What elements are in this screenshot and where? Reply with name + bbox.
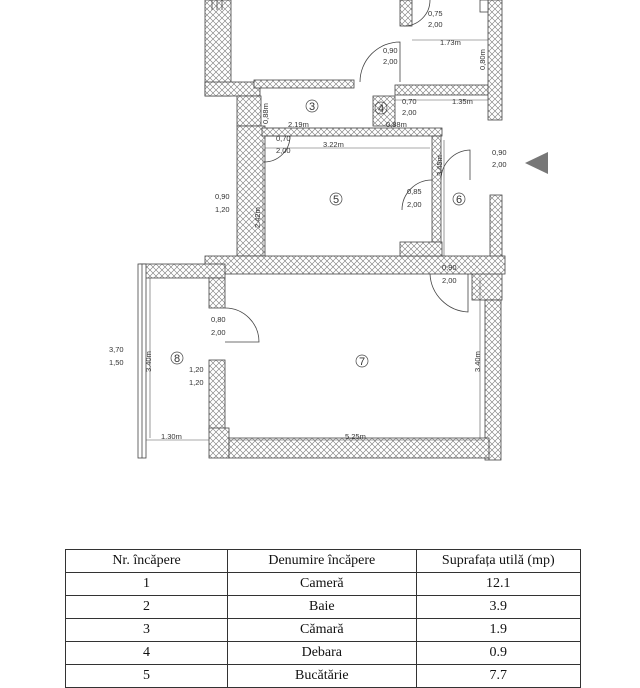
dim-text: 2,00 xyxy=(276,146,291,155)
dim-text: 2,00 xyxy=(402,108,417,117)
dim-text: 0,90 xyxy=(492,148,507,157)
table-cell: Debara xyxy=(228,642,417,665)
dim-text: 5.25m xyxy=(345,432,366,441)
dim-text: 1,20 xyxy=(215,205,230,214)
svg-text:8: 8 xyxy=(173,353,181,365)
dim-text: 0,80m xyxy=(478,49,487,70)
dim-text: 2.42m xyxy=(253,207,262,228)
dim-text: 0,80 xyxy=(211,315,226,324)
room-table xyxy=(65,549,581,688)
svg-text:4: 4 xyxy=(377,103,385,115)
walls xyxy=(140,0,505,460)
table-row xyxy=(66,665,581,688)
table-cell: 3.9 xyxy=(416,596,580,619)
entrance-arrow-icon xyxy=(525,152,548,174)
table-cell: 7.7 xyxy=(416,665,580,688)
table-row xyxy=(66,596,581,619)
room-7-label xyxy=(356,355,368,368)
table-cell: 1.9 xyxy=(416,619,580,642)
dim-text: 2,00 xyxy=(407,200,422,209)
table-cell: 1 xyxy=(66,573,228,596)
table-cell: Cameră xyxy=(228,573,417,596)
table-row xyxy=(66,573,581,596)
room-8-label xyxy=(171,352,183,365)
dim-text: 3.40m xyxy=(473,351,482,372)
table-cell: 3 xyxy=(66,619,228,642)
dim-text: 1.35m xyxy=(452,97,473,106)
svg-text:3: 3 xyxy=(308,101,316,113)
room-3-label xyxy=(306,100,318,113)
dim-text: 1,50 xyxy=(109,358,124,367)
dim-text: 1,20 xyxy=(189,378,204,387)
table-header-cell: Nr. încăpere xyxy=(66,550,228,573)
dim-text: 3,70 xyxy=(109,345,124,354)
room-5-label xyxy=(330,193,342,206)
table-cell: 5 xyxy=(66,665,228,688)
svg-text:6: 6 xyxy=(455,194,463,206)
dim-text: 1.73m xyxy=(440,38,461,47)
dim-text: 1,20 xyxy=(189,365,204,374)
table-cell: Cămară xyxy=(228,619,417,642)
dim-text: 0,70 xyxy=(402,97,417,106)
table-row xyxy=(66,619,581,642)
table-row xyxy=(66,642,581,665)
dim-text: 0,75 xyxy=(428,9,443,18)
table-cell: 0.9 xyxy=(416,642,580,665)
table-cell: 2 xyxy=(66,596,228,619)
dim-text: 2,00 xyxy=(428,20,443,29)
dim-text: 0,90 xyxy=(383,46,398,55)
table-cell: Baie xyxy=(228,596,417,619)
table-cell: 12.1 xyxy=(416,573,580,596)
dim-text: 0,85 xyxy=(407,187,422,196)
dim-text: 0,70 xyxy=(276,134,291,143)
dim-text: 0,88m xyxy=(386,120,407,129)
table-header-row xyxy=(66,550,581,573)
table-cell: Bucătărie xyxy=(228,665,417,688)
dim-text: 2.19m xyxy=(288,120,309,129)
dim-text: 0,88m xyxy=(261,103,270,124)
table-cell: 4 xyxy=(66,642,228,665)
dimension-texts xyxy=(109,9,507,441)
dim-text: 0,90 xyxy=(215,192,230,201)
dim-text: 3.45m xyxy=(435,155,444,176)
dim-text: 3.40m xyxy=(144,351,153,372)
svg-text:5: 5 xyxy=(332,194,340,206)
dim-text: 2,00 xyxy=(383,57,398,66)
dim-text: 2,00 xyxy=(492,160,507,169)
table-header-cell: Denumire încăpere xyxy=(228,550,417,573)
dim-text: 2,00 xyxy=(211,328,226,337)
svg-text:7: 7 xyxy=(358,356,366,368)
room-6-label xyxy=(453,193,465,206)
dim-text: 1.30m xyxy=(161,432,182,441)
dim-text: 3.22m xyxy=(323,140,344,149)
dim-text: 2,00 xyxy=(442,276,457,285)
table-header-cell: Suprafața utilă (mp) xyxy=(416,550,580,573)
dim-text: 0,90 xyxy=(442,263,457,272)
